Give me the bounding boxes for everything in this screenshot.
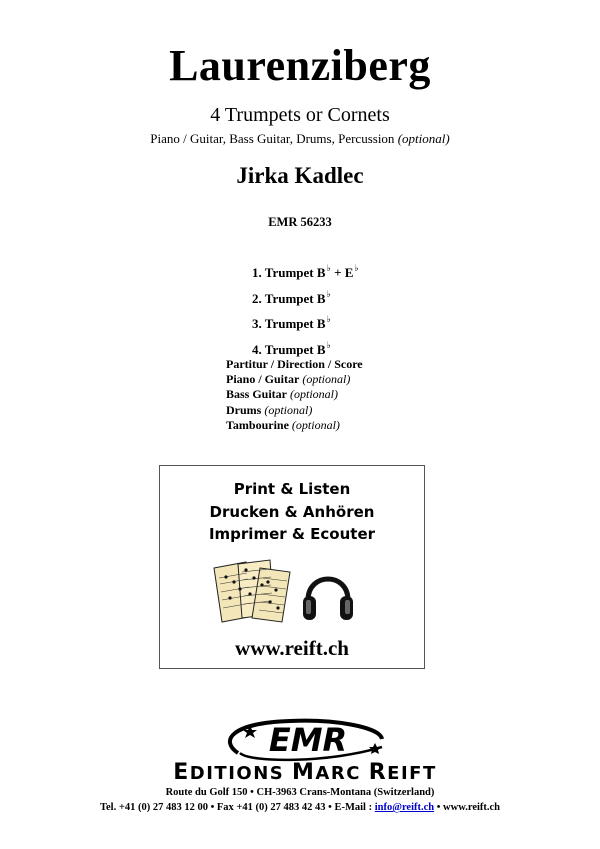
part-item: 4. Trumpet B♭ <box>252 339 331 357</box>
part-item: 3. Trumpet B♭ <box>252 314 331 331</box>
promo-url: www.reift.ch <box>235 636 349 660</box>
title: Laurenziberg <box>169 41 431 90</box>
extra-item: Drums (optional) <box>226 402 313 417</box>
emr-logo <box>150 713 450 765</box>
part-item: 2. Trumpet B♭ <box>252 288 331 306</box>
catalog-number: EMR 56233 <box>268 215 332 229</box>
logo-text: EMR <box>268 721 348 759</box>
headphones-icon <box>300 564 356 628</box>
publisher-contact: Tel. +41 (0) 27 483 12 00 • Fax +41 (0) 27 483 42 43 • E-Mail : info@reift.ch • www.reift.ch <box>99 802 501 813</box>
promo-line-en: Print & Listen <box>233 480 351 498</box>
instrumentation <box>0 131 600 147</box>
instrumentation-main: Piano / Guitar, Bass Guitar, Drums, Percussion <box>150 131 395 146</box>
extras-list <box>226 357 363 433</box>
print-listen-box <box>159 465 425 669</box>
extra-item: Tambourine (optional) <box>226 417 340 432</box>
subtitle: 4 Trumpets or Cornets <box>210 104 390 126</box>
composer: Jirka Kadlec <box>236 163 364 188</box>
parts-list <box>252 258 359 360</box>
email-link[interactable]: info@reift.ch <box>374 802 435 813</box>
promo-line-de: Drucken & Anhören <box>209 503 375 521</box>
promo-line-fr: Imprimer & Ecouter <box>208 525 376 543</box>
extra-item: Bass Guitar (optional) <box>226 387 339 402</box>
publisher-name: EDITIONS MARC REIFT <box>173 760 437 785</box>
instrumentation-optional: (optional) <box>397 131 450 146</box>
extra-item: Partitur / Direction / Score <box>226 357 363 371</box>
part-item: 1. Trumpet B♭ + E♭ <box>252 263 359 280</box>
publisher-address: Route du Golf 150 • CH-3963 Crans-Montana (Switzerland) <box>165 787 435 798</box>
sheet-music-icon <box>210 558 296 624</box>
extra-item: Piano / Guitar (optional) <box>226 372 351 387</box>
